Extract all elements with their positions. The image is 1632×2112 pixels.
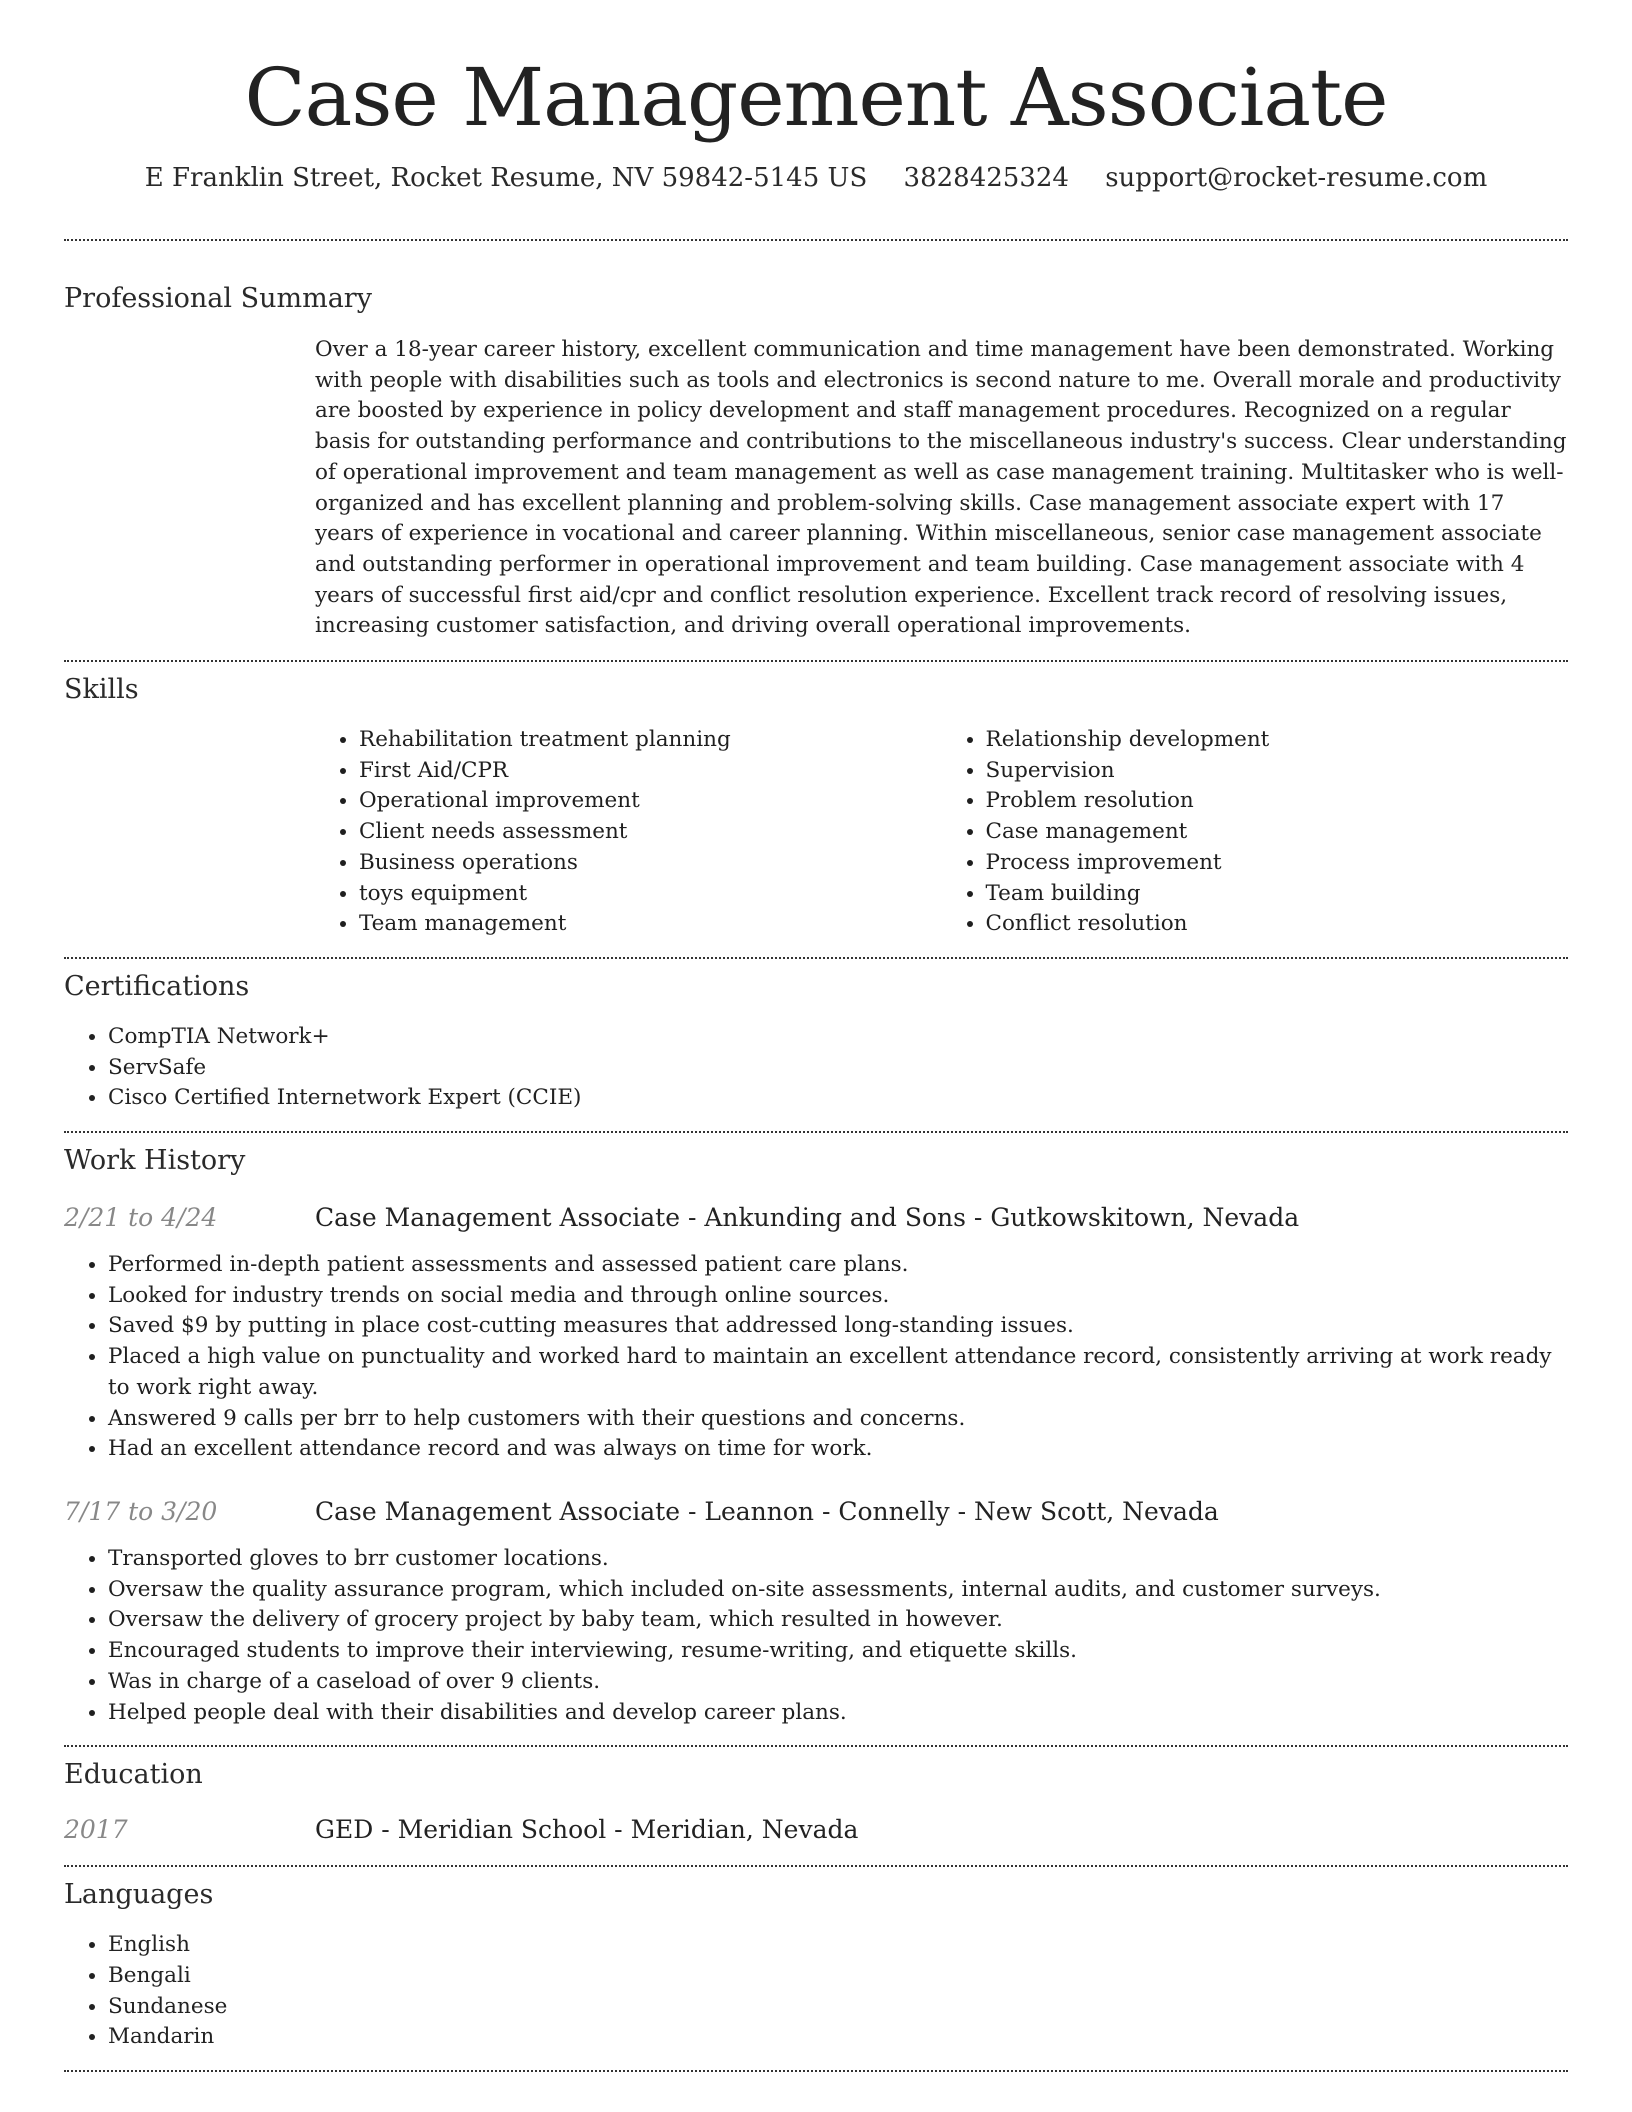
skills-list-right: [942, 725, 1569, 940]
certification-item: • CompTIA Network+: [108, 1022, 1568, 1053]
skill-item: • Rehabilitation treatment planning: [359, 725, 942, 756]
job-entry: [64, 1495, 1568, 1728]
language-item: • Mandarin: [108, 2022, 1568, 2053]
section-divider: [64, 957, 1568, 959]
skill-item: • Operational improvement: [359, 786, 942, 817]
education-title: Education: [64, 1759, 203, 1791]
job-bullet: • Oversaw the quality assurance program, which included on-site assessments, internal audits, and customer surveys.: [108, 1575, 1568, 1606]
job-bullet: • Performed in-depth patient assessments and assessed patient care plans.: [108, 1250, 1568, 1281]
job-dates: 2/21 to 4/24: [64, 1203, 218, 1233]
job-bullet: • Encouraged students to improve their interviewing, resume-writing, and etiquette skills.: [108, 1636, 1568, 1667]
education-entry: [64, 1813, 1568, 1847]
languages-title: Languages: [64, 1879, 214, 1911]
skill-item: • Relationship development: [986, 725, 1569, 756]
job-bullet: • Placed a high value on punctuality and worked hard to maintain an excellent attendance record, consistently arriving at work ready to work right away.: [108, 1342, 1568, 1403]
skills-grid: [315, 725, 1568, 940]
job-dates: 7/17 to 3/20: [64, 1496, 218, 1526]
skills-title: Skills: [64, 674, 139, 706]
job-bullet: • Answered 9 calls per brr to help customers with their questions and concerns.: [108, 1404, 1568, 1435]
language-item: • English: [108, 1930, 1568, 1961]
summary-section: [64, 281, 1568, 642]
contact-line: [64, 160, 1568, 196]
skill-item: • Supervision: [986, 756, 1569, 787]
certification-item: • ServSafe: [108, 1053, 1568, 1084]
languages-section: [64, 1877, 1568, 2053]
languages-list: [64, 1930, 1568, 2053]
language-item: • Sundanese: [108, 1992, 1568, 2023]
job-heading: Case Management Associate - Leannon - Connelly - New Scott, Nevada: [315, 1496, 1219, 1526]
certifications-list: [64, 1022, 1568, 1114]
section-divider: [64, 2070, 1568, 2072]
job-header: [64, 1201, 1568, 1235]
skills-list-left: [315, 725, 942, 940]
certifications-title: Certifications: [64, 970, 250, 1002]
summary-text: Over a 18-year career history, excellent communication and time management have been demonstrated. Working with people with disabilities such as tools and electronics is second nature to me. Overall morale and productivity are boosted by experience in policy development and staff management procedures. Recognized on a regular basis for outstanding performance and contributions to the miscellaneous industry's success. Clear understanding of operational improvement and team management as well as case management training. Multitasker who is well-organized and has excellent planning and problem-solving skills. Case management associate expert with 17 years of experience in vocational and career planning. Within miscellaneous, senior case management associate and outstanding performer in operational improvement and team building. Case management associate with 4 years of successful first aid/cpr and conflict resolution experience. Excellent track record of resolving issues, increasing customer satisfaction, and driving overall operational improvements.: [315, 337, 1567, 639]
job-heading: Case Management Associate - Ankunding and Sons - Gutkowskitown, Nevada: [315, 1203, 1300, 1233]
skill-item: • First Aid/CPR: [359, 756, 942, 787]
skill-item: • Team building: [986, 879, 1569, 910]
skill-item: • toys equipment: [359, 879, 942, 910]
contact-phone: 3828425324: [903, 163, 1069, 193]
skill-item: • Team management: [359, 909, 942, 940]
resume-page: [64, 0, 1568, 2072]
job-bullets: [64, 1544, 1568, 1728]
section-divider: [64, 660, 1568, 662]
job-bullet: • Oversaw the delivery of grocery project by baby team, which resulted in however.: [108, 1605, 1568, 1636]
work-title: Work History: [64, 1145, 246, 1177]
candidate-name: Case Management Associate: [244, 51, 1388, 144]
work-section: [64, 1143, 1568, 1728]
section-divider: [64, 1865, 1568, 1867]
education-section: [64, 1757, 1568, 1847]
skills-section: [64, 672, 1568, 940]
job-bullet: • Looked for industry trends on social media and through online sources.: [108, 1281, 1568, 1312]
skill-item: • Conflict resolution: [986, 909, 1569, 940]
education-date: 2017: [64, 1815, 128, 1845]
section-divider: [64, 239, 1568, 241]
section-divider: [64, 1131, 1568, 1133]
skill-item: • Process improvement: [986, 848, 1569, 879]
skill-item: • Business operations: [359, 848, 942, 879]
job-bullet: • Transported gloves to brr customer locations.: [108, 1544, 1568, 1575]
section-divider: [64, 1745, 1568, 1747]
job-bullet: • Had an excellent attendance record and was always on time for work.: [108, 1434, 1568, 1465]
job-header: [64, 1495, 1568, 1529]
skill-item: • Problem resolution: [986, 786, 1569, 817]
job-entry: [64, 1201, 1568, 1465]
job-bullet: • Helped people deal with their disabilities and develop career plans.: [108, 1698, 1568, 1729]
certification-item: • Cisco Certified Internetwork Expert (CCIE): [108, 1083, 1568, 1114]
job-bullet: • Was in charge of a caseload of over 9 clients.: [108, 1667, 1568, 1698]
certifications-section: [64, 969, 1568, 1114]
summary-title: Professional Summary: [64, 283, 372, 314]
skill-item: • Case management: [986, 817, 1569, 848]
job-bullets: [64, 1250, 1568, 1465]
contact-email: support@rocket-resume.com: [1105, 163, 1488, 193]
education-heading: GED - Meridian School - Meridian, Nevada: [315, 1815, 859, 1845]
language-item: • Bengali: [108, 1961, 1568, 1992]
job-bullet: • Saved $9 by putting in place cost-cutting measures that addressed long-standing issues.: [108, 1311, 1568, 1342]
contact-address: E Franklin Street, Rocket Resume, NV 59842-5145 US: [144, 163, 868, 193]
skill-item: • Client needs assessment: [359, 817, 942, 848]
